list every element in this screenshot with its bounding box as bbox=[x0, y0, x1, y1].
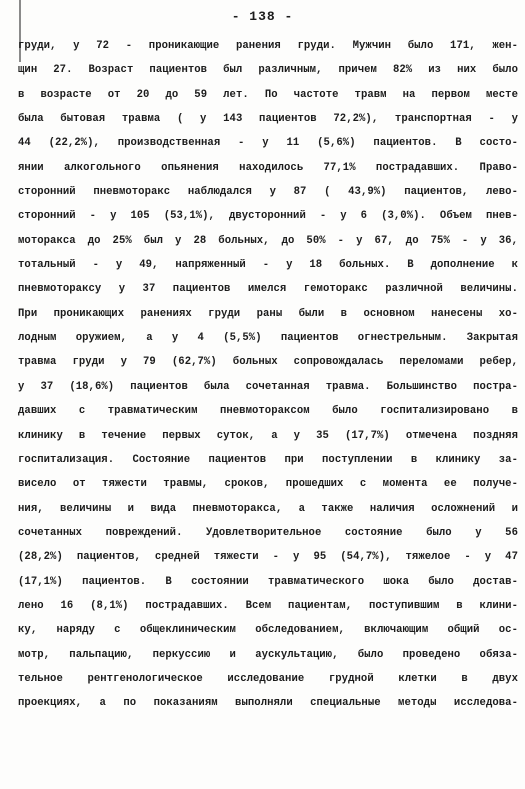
text-line: висело от тяжести травмы, сроков, прошедших с момента ее получе- bbox=[18, 478, 518, 491]
text-line: лодным оружием, а у 4 (5,5%) пациентов огнестрельным. Закрытая bbox=[18, 332, 518, 345]
text-line: (17,1%) пациентов. В состоянии травматического шока было достав- bbox=[18, 575, 518, 588]
text-line: При проникающих ранениях груди раны были в основном нанесены хо- bbox=[18, 307, 518, 320]
text-line: моторакса до 25% был у 28 больных, до 50% - у 67, до 75% - у 36, bbox=[18, 234, 518, 247]
text-line: была бытовая травма ( у 143 пациентов 72,2%), транспортная - у bbox=[18, 113, 518, 126]
text-line: травма груди у 79 (62,7%) больных сопровождалась переломами ребер, bbox=[18, 356, 518, 369]
text-line: сторонний - у 105 (53,1%), двусторонний - у 6 (3,0%). Объем пнев- bbox=[18, 210, 518, 223]
text-line: пневмотораксу у 37 пациентов имелся гемоторакс различной величины. bbox=[18, 283, 518, 296]
text-line: клинику в течение первых суток, а у 35 (17,7%) отмечена поздняя bbox=[18, 429, 518, 442]
text-line: мотр, пальпацию, перкуссию и аускультацию, было проведено обяза- bbox=[18, 648, 518, 661]
text-line: тотальный - у 49, напряженный - у 18 больных. В дополнение к bbox=[18, 259, 518, 272]
text-line: в возрасте от 20 до 59 лет. По частоте травм на первом месте bbox=[18, 88, 518, 101]
page-number: - 138 - bbox=[231, 9, 294, 24]
text-line: щин 27. Возраст пациентов был различным, причем 82% из них было bbox=[18, 64, 518, 77]
text-line: давших с травматическим пневмотораксом было госпитализировано в bbox=[18, 405, 518, 418]
text-line: янии алкогольного опьянения находилось 77,1% пострадавших. Право- bbox=[18, 161, 518, 174]
text-line: сочетанных повреждений. Удовлетворительное состояние было у 56 bbox=[18, 526, 518, 539]
text-line: лено 16 (8,1%) пострадавших. Всем пациентам, поступившим в клини- bbox=[18, 599, 518, 612]
text-line: (28,2%) пациентов, средней тяжести - у 95 (54,7%), тяжелое - у 47 bbox=[18, 551, 518, 564]
text-line: проекциях, а по показаниям выполняли специальные методы исследова- bbox=[18, 697, 518, 710]
text-line: ку, наряду с общеклиническим обследованием, включающим общий ос- bbox=[18, 624, 518, 637]
text-line: тельное рентгенологическое исследование грудной клетки в двух bbox=[18, 672, 518, 685]
text-line: у 37 (18,6%) пациентов была сочетанная травма. Большинство постра- bbox=[18, 380, 518, 393]
text-line: госпитализация. Состояние пациентов при поступлении в клинику за- bbox=[18, 453, 518, 466]
text-line: ния, величины и вида пневмоторакса, а также наличия осложнений и bbox=[18, 502, 518, 515]
text-line: 44 (22,2%), производственная - у 11 (5,6%) пациентов. В состо- bbox=[18, 137, 518, 150]
text-line: груди, у 72 - проникающие ранения груди. Мужчин было 171, жен- bbox=[18, 40, 518, 52]
text-line: сторонний пневмоторакс наблюдался у 87 ( 43,9%) пациентов, лево- bbox=[18, 186, 518, 199]
body-text bbox=[18, 34, 518, 716]
